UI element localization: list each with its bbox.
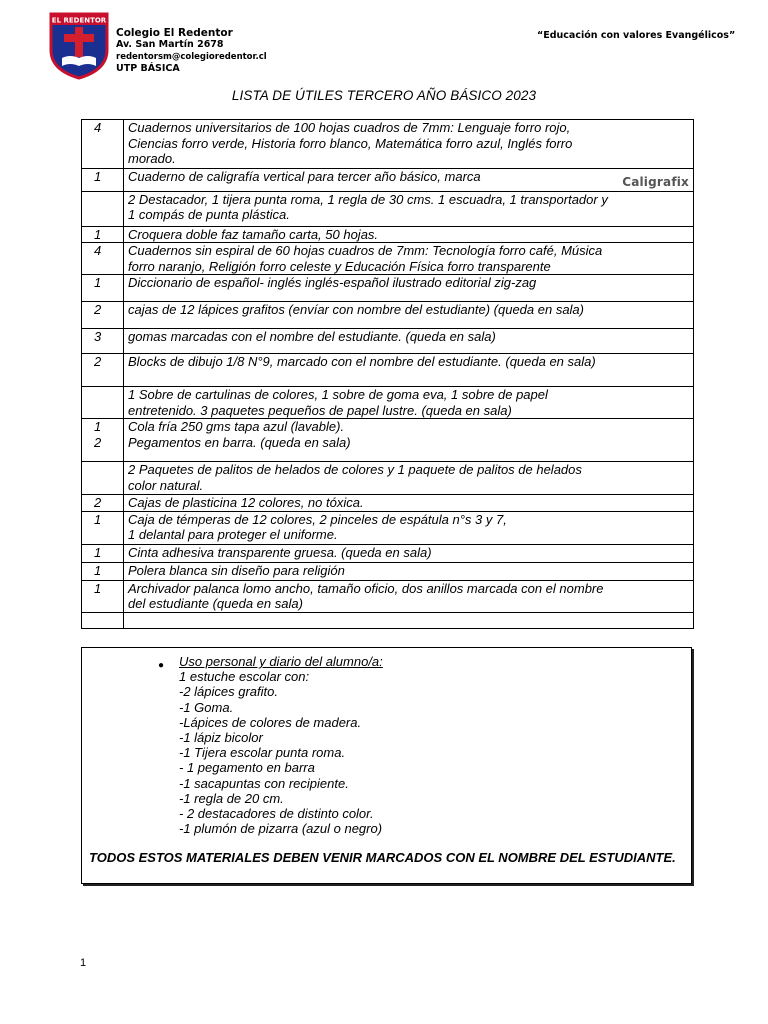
description-line: cajas de 12 lápices grafitos (envíar con nombre del estudiante) (queda en sala)	[128, 302, 584, 317]
quantity-value: 1	[94, 580, 102, 596]
quantity-value: 3	[94, 329, 102, 344]
description-cell	[124, 612, 694, 628]
quantity-value: 1	[94, 169, 102, 184]
description-cell	[124, 169, 694, 192]
description-line: Ciencias forro verde, Historia forro blanco, Matemática forro azul, Inglés forro	[128, 135, 573, 151]
description-line: forro naranjo, Religión forro celeste y Educación Física forro transparente	[128, 258, 551, 274]
personal-use-item: -1 Tijera escolar punta roma.	[179, 745, 346, 761]
quantity-value: 2	[94, 302, 102, 317]
personal-use-item: -1 plumón de pizarra (azul o negro)	[179, 821, 383, 837]
description-cell	[124, 329, 694, 354]
table-row	[82, 226, 694, 243]
table-row	[82, 275, 694, 302]
table-row	[82, 302, 694, 329]
quantity-cell	[82, 544, 124, 562]
description-line: Cinta adhesiva transparente gruesa. (queda en sala)	[128, 544, 432, 560]
description-cell	[124, 243, 694, 275]
description-line: Croquera doble faz tamaño carta, 50 hojas.	[128, 226, 379, 242]
description-line: Pegamentos en barra. (queda en sala)	[128, 434, 351, 450]
description-cell	[124, 120, 694, 169]
quantity-cell	[82, 169, 124, 192]
table-row	[82, 544, 694, 562]
school-info	[116, 27, 267, 75]
description-line: Cajas de plasticina 12 colores, no tóxica.	[128, 495, 364, 510]
description-line: Polera blanca sin diseño para religión	[128, 562, 345, 578]
description-cell	[124, 387, 694, 419]
description-line: entretenido. 3 paquetes pequeños de papel lustre. (queda en sala)	[128, 402, 512, 418]
personal-use-item: 1 estuche escolar con:	[179, 669, 310, 685]
table-row	[82, 354, 694, 387]
caligrafix-brand-logo: Caligrafix	[622, 175, 689, 189]
description-cell	[124, 419, 694, 462]
quantity-cell	[82, 612, 124, 628]
table-row	[82, 329, 694, 354]
quantity-cell	[82, 580, 124, 612]
logo-text: EL REDENTOR	[51, 16, 107, 25]
quantity-value: 1	[94, 544, 102, 560]
quantity-cell	[82, 302, 124, 329]
description-cell	[124, 511, 694, 544]
description-line: Cuadernos universitarios de 100 hojas cuadros de 7mm: Lenguaje forro rojo,	[128, 120, 571, 135]
description-line: 2 Destacador, 1 tijera punta roma, 1 regla de 30 cms. 1 escuadra, 1 transportador y	[128, 191, 608, 207]
description-line: Archivador palanca lomo ancho, tamaño oficio, dos anillos marcada con el nombre	[128, 580, 604, 596]
description-line: Caja de témperas de 12 colores, 2 pinceles de espátula n°s 3 y 7,	[128, 511, 507, 527]
description-cell	[124, 580, 694, 612]
page-number: 1	[80, 957, 87, 969]
description-line: Cuadernos sin espiral de 60 hojas cuadros de 7mm: Tecnología forro café, Música	[128, 243, 603, 258]
quantity-value: 1	[94, 275, 102, 290]
supplies-table	[81, 119, 694, 629]
description-cell	[124, 302, 694, 329]
quantity-cell	[82, 354, 124, 387]
personal-use-item: -1 lápiz bicolor	[179, 730, 263, 746]
school-motto: “Educación con valores Evangélicos”	[537, 30, 736, 41]
quantity-cell	[82, 462, 124, 495]
table-row	[82, 462, 694, 495]
quantity-cell	[82, 495, 124, 512]
school-unit: UTP BÁSICA	[116, 63, 180, 74]
quantity-cell	[82, 329, 124, 354]
school-logo	[48, 10, 110, 80]
table-row	[82, 419, 694, 462]
quantity-cell	[82, 562, 124, 580]
personal-use-item: -1 regla de 20 cm.	[179, 790, 284, 806]
table-row	[82, 511, 694, 544]
description-line: Cuaderno de caligrafía vertical para tercer año básico, marca	[128, 169, 481, 184]
quantity-value: 1	[94, 226, 102, 242]
personal-use-box	[81, 647, 692, 884]
quantity-cell	[82, 191, 124, 226]
description-line: Blocks de dibujo 1/8 N°9, marcado con el nombre del estudiante. (queda en sala)	[128, 354, 596, 369]
quantity-cell	[82, 511, 124, 544]
personal-use-item: -Lápices de colores de madera.	[179, 714, 362, 730]
personal-use-heading: Uso personal y diario del alumno/a:	[179, 654, 383, 669]
marking-note: TODOS ESTOS MATERIALES DEBEN VENIR MARCADOS CON EL NOMBRE DEL ESTUDIANTE.	[89, 850, 676, 865]
description-cell	[124, 354, 694, 387]
table-row	[82, 120, 694, 169]
quantity-cell	[82, 243, 124, 275]
school-email: redentorsm@colegioredentor.cl	[116, 52, 267, 62]
quantity-cell	[82, 120, 124, 169]
description-cell	[124, 462, 694, 495]
description-line: 1 delantal para proteger el uniforme.	[128, 527, 338, 542]
personal-use-list	[179, 654, 383, 836]
quantity-cell	[82, 419, 124, 462]
table-row	[82, 612, 694, 628]
description-cell	[124, 191, 694, 226]
description-line: del estudiante (queda en sala)	[128, 596, 303, 611]
bullet-icon: ●	[158, 660, 165, 671]
table-row	[82, 580, 694, 612]
description-cell	[124, 226, 694, 243]
description-line: color natural.	[128, 477, 204, 493]
personal-use-item: -1 sacapuntas con recipiente.	[179, 775, 349, 791]
description-line: 2 Paquetes de palitos de helados de colores y 1 paquete de palitos de helados	[128, 462, 582, 477]
quantity-value: 4	[94, 120, 102, 135]
description-cell	[124, 562, 694, 580]
quantity-value: 1	[94, 562, 102, 578]
quantity-cell	[82, 226, 124, 243]
table-row	[82, 562, 694, 580]
description-line: morado.	[128, 151, 176, 166]
table-row	[82, 495, 694, 512]
document-title: LISTA DE ÚTILES TERCERO AÑO BÁSICO 2023	[231, 88, 537, 103]
quantity-cell	[82, 387, 124, 419]
school-name: Colegio El Redentor	[116, 27, 233, 39]
description-line: gomas marcadas con el nombre del estudiante. (queda en sala)	[128, 329, 496, 344]
description-cell	[124, 495, 694, 512]
personal-use-item: - 1 pegamento en barra	[179, 760, 315, 776]
quantity-value: 4	[94, 243, 102, 258]
table-row	[82, 169, 694, 192]
personal-use-item: -1 Goma.	[179, 699, 234, 715]
quantity-value: 2	[94, 434, 102, 450]
quantity-cell	[82, 275, 124, 302]
quantity-value: 2	[94, 354, 102, 369]
description-line: 1 Sobre de cartulinas de colores, 1 sobre de goma eva, 1 sobre de papel	[128, 387, 548, 402]
description-line: 1 compás de punta plástica.	[128, 207, 290, 222]
table-row	[82, 191, 694, 226]
school-address: Av. San Martín 2678	[116, 39, 224, 50]
table-row	[82, 243, 694, 275]
description-line: Diccionario de español- inglés inglés-español ilustrado editorial zig-zag	[128, 275, 537, 290]
personal-use-item: - 2 destacadores de distinto color.	[179, 806, 374, 822]
description-cell	[124, 544, 694, 562]
table-row	[82, 387, 694, 419]
quantity-value: 1	[94, 419, 102, 434]
personal-use-item: -2 lápices grafito.	[179, 684, 278, 700]
quantity-value: 2	[94, 495, 102, 510]
quantity-value: 1	[94, 511, 102, 527]
description-cell	[124, 275, 694, 302]
description-line: Cola fría 250 gms tapa azul (lavable).	[128, 419, 345, 434]
